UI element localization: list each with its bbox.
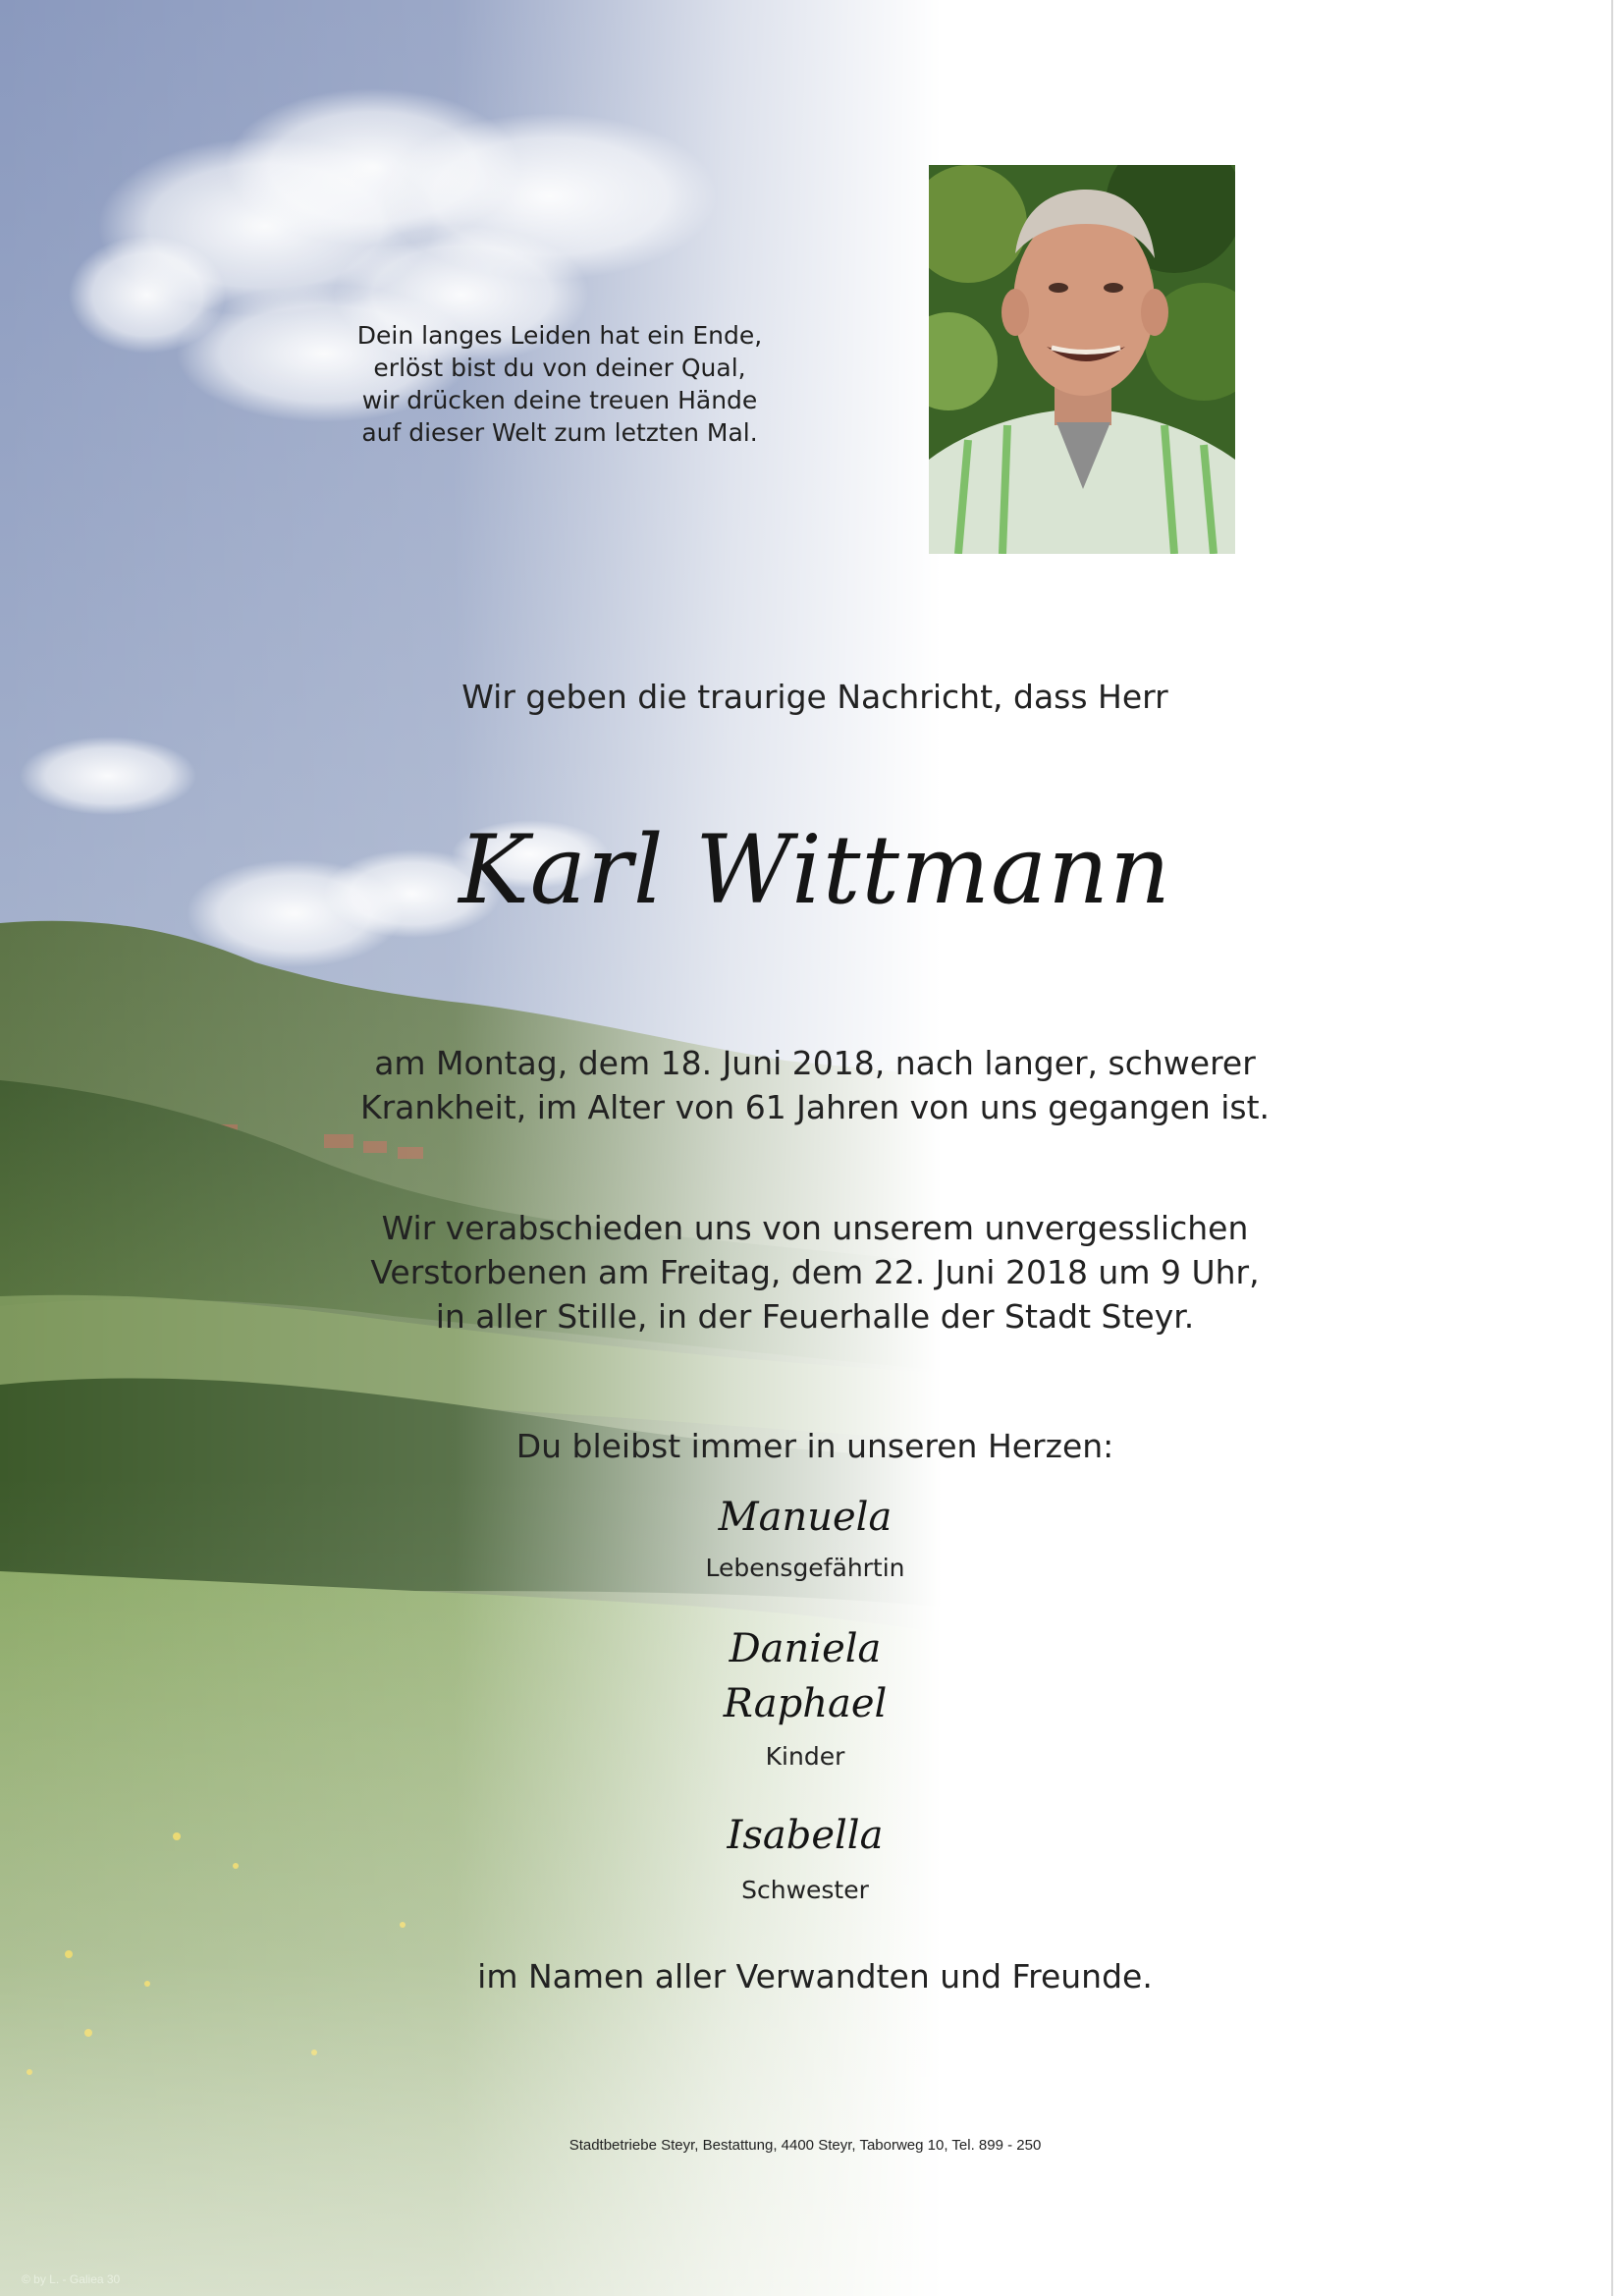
death-notice-line: am Montag, dem 18. Juni 2018, nach langer, schwerer [374,1044,1256,1082]
death-notice-line: Krankheit, im Alter von 61 Jahren von uns gegangen ist. [359,1088,1271,1126]
poem-line: erlöst bist du von deiner Qual, [373,354,746,382]
mourner-name: Isabella [727,1813,884,1858]
closing-line: im Namen aller Verwandten und Freunde. [477,1957,1153,1995]
intro-text: Wir geben die traurige Nachricht, dass Herr [461,678,1168,716]
poem-line: wir drücken deine treuen Hände [361,386,758,414]
memorial-poem [353,319,766,449]
image-credit: © by L. - Galiea 30 [22,2272,121,2286]
farewell-notice [255,1206,1375,1339]
poem-line: Dein langes Leiden hat ein Ende, [356,321,763,350]
death-notice [255,1041,1375,1129]
farewell-line: in aller Stille, in der Feuerhalle der Stadt Steyr. [435,1297,1195,1336]
poem-line: auf dieser Welt zum letzten Mal. [361,418,758,447]
portrait-photo [929,165,1235,554]
mourner-relation: Schwester [741,1876,869,1904]
page-edge [1611,0,1613,2296]
farewell-line: Verstorbenen am Freitag, dem 22. Juni 2018 um 9 Uhr, [370,1253,1260,1291]
funeral-home-footer: Stadtbetriebe Steyr, Bestattung, 4400 Steyr, Taborweg 10, Tel. 899 - 250 [568,2137,1042,2154]
farewell-line: Wir verabschieden uns von unserem unvergesslichen [381,1209,1249,1247]
deceased-name: Karl Wittmann [459,815,1171,925]
mourner-relation: Kinder [765,1742,845,1771]
mourner-name: Raphael [723,1681,888,1726]
mourner-name: Daniela [729,1626,882,1671]
mourner-relation: Lebensgefährtin [705,1554,905,1582]
mourner-name: Manuela [718,1495,893,1540]
hearts-line: Du bleibst immer in unseren Herzen: [515,1427,1114,1465]
